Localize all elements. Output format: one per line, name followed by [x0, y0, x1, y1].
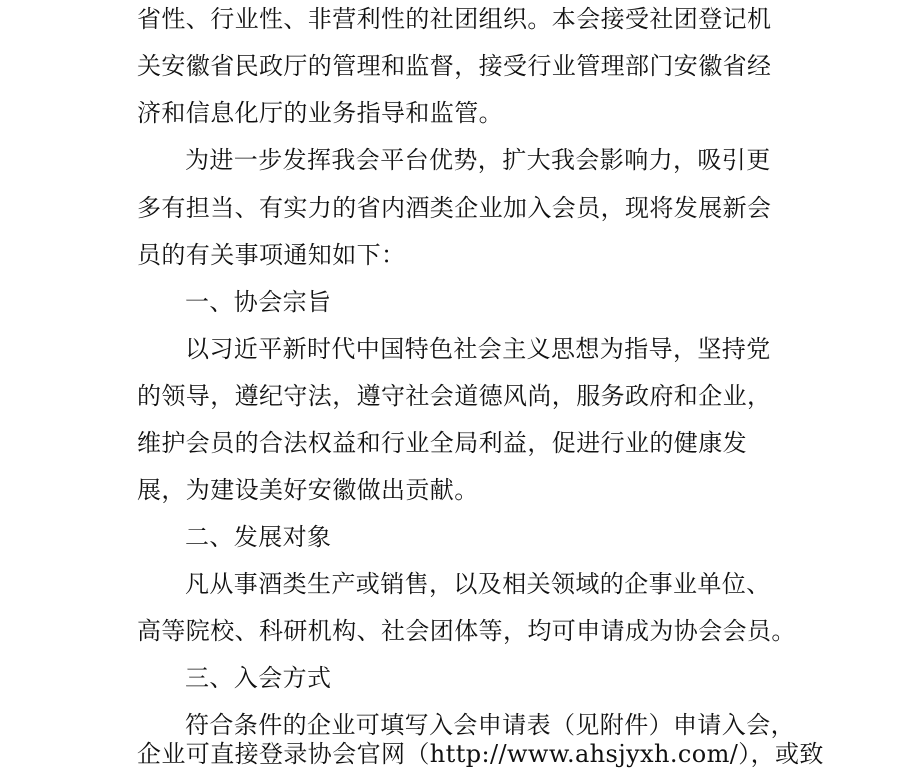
paragraph-line: 高等院校、科研机构、社会团体等，均可申请成为协会会员。	[137, 617, 796, 645]
section-heading: 一、协会宗旨	[185, 288, 332, 316]
paragraph-line: 为进一步发挥我会平台优势，扩大我会影响力，吸引更	[185, 146, 771, 174]
paragraph-line: 企业可直接登录协会官网（http://www.ahsjyxh.com/），或致	[137, 740, 824, 768]
paragraph-line: 济和信息化厅的业务指导和监管。	[137, 99, 503, 127]
paragraph-line: 维护会员的合法权益和行业全局利益，促进行业的健康发	[137, 429, 747, 457]
paragraph-line: 的领导，遵纪守法，遵守社会道德风尚，服务政府和企业，	[137, 382, 772, 410]
section-heading: 二、发展对象	[185, 523, 332, 551]
paragraph-line: 以习近平新时代中国特色社会主义思想为指导，坚持党	[185, 335, 771, 363]
paragraph-line: 关安徽省民政厅的管理和监督，接受行业管理部门安徽省经	[137, 52, 772, 80]
section-heading: 三、入会方式	[185, 664, 332, 692]
paragraph-line: 凡从事酒类生产或销售，以及相关领域的企事业单位、	[185, 570, 771, 598]
paragraph-line: 员的有关事项通知如下：	[137, 241, 406, 269]
paragraph-line: 展，为建设美好安徽做出贡献。	[137, 476, 479, 504]
paragraph-line: 符合条件的企业可填写入会申请表（见附件）申请入会，	[185, 711, 795, 739]
paragraph-line: 多有担当、有实力的省内酒类企业加入会员，现将发展新会	[137, 194, 772, 222]
paragraph-line: 省性、行业性、非营利性的社团组织。本会接受社团登记机	[137, 5, 772, 33]
